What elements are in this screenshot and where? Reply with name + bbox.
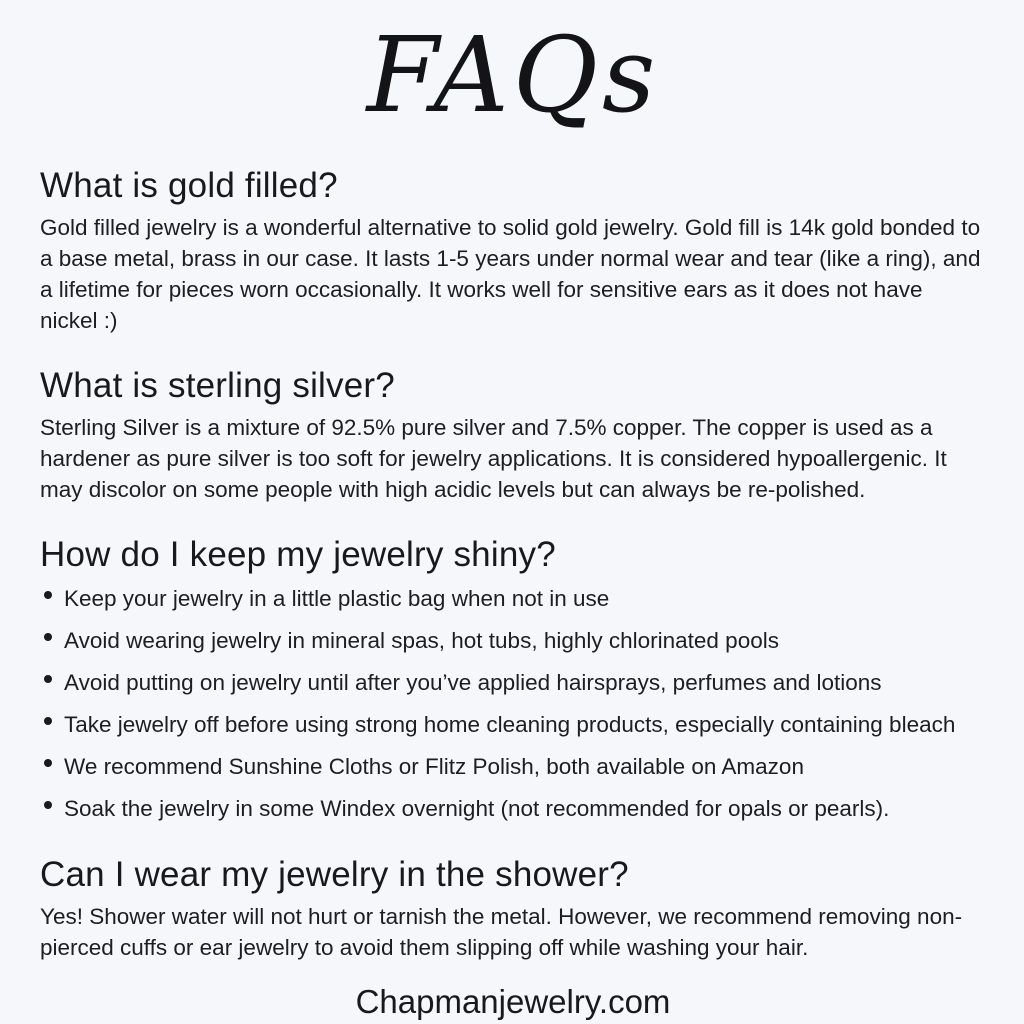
bullet-icon [44, 675, 52, 683]
bullet-icon [44, 801, 52, 809]
section-heading-shower: Can I wear my jewelry in the shower? [40, 855, 629, 895]
section-body-sterling-silver: Sterling Silver is a mixture of 92.5% pure silver and 7.5% copper. The copper is used as a hardener as pure silver is too soft for jewelry applications. It is considered hypoallergenic. It may discolor on some people with high acidic levels but can always be re-polished. [40, 415, 947, 503]
section-heading-sterling-silver: What is sterling silver? [40, 366, 395, 406]
list-item [40, 585, 986, 613]
bullet-icon [44, 759, 52, 767]
section-body-shower: Yes! Shower water will not hurt or tarnish the metal. However, we recommend removing non-pierced cuffs or ear jewelry to avoid them slipping off while washing your hair. [40, 904, 963, 961]
section-keep-shiny [40, 535, 986, 837]
section-heading-keep-shiny: How do I keep my jewelry shiny? [40, 535, 556, 575]
section-heading-gold-filled: What is gold filled? [40, 166, 338, 206]
list-item-text: Keep your jewelry in a little plastic bag when not in use [64, 586, 610, 612]
list-item [40, 711, 986, 739]
section-shower [40, 855, 986, 963]
page-title: FAQs [366, 14, 660, 136]
list-item [40, 753, 986, 781]
list-item-text: Take jewelry off before using strong home cleaning products, especially containing bleach [64, 712, 956, 738]
website-url: Chapmanjewelry.com [355, 983, 671, 1021]
list-item-text: Avoid putting on jewelry until after you’ve applied hairsprays, perfumes and lotions [64, 670, 882, 696]
bullet-icon [44, 591, 52, 599]
list-item-text: Soak the jewelry in some Windex overnight (not recommended for opals or pearls). [64, 796, 890, 822]
care-tips-list [40, 585, 986, 823]
section-body-gold-filled: Gold filled jewelry is a wonderful alternative to solid gold jewelry. Gold fill is 14k gold bonded to a base metal, brass in our case. It lasts 1-5 years under normal wear and tear (like a ring), and a lifetime for pieces worn occasionally. It works well for sensitive ears as it does not have nickel :) [40, 215, 981, 334]
list-item [40, 669, 986, 697]
section-gold-filled [40, 166, 986, 336]
list-item-text: We recommend Sunshine Cloths or Flitz Polish, both available on Amazon [64, 754, 804, 780]
list-item [40, 795, 986, 823]
section-sterling-silver [40, 366, 986, 505]
bullet-icon [44, 633, 52, 641]
list-item [40, 627, 986, 655]
bullet-icon [44, 717, 52, 725]
list-item-text: Avoid wearing jewelry in mineral spas, hot tubs, highly chlorinated pools [64, 628, 779, 654]
